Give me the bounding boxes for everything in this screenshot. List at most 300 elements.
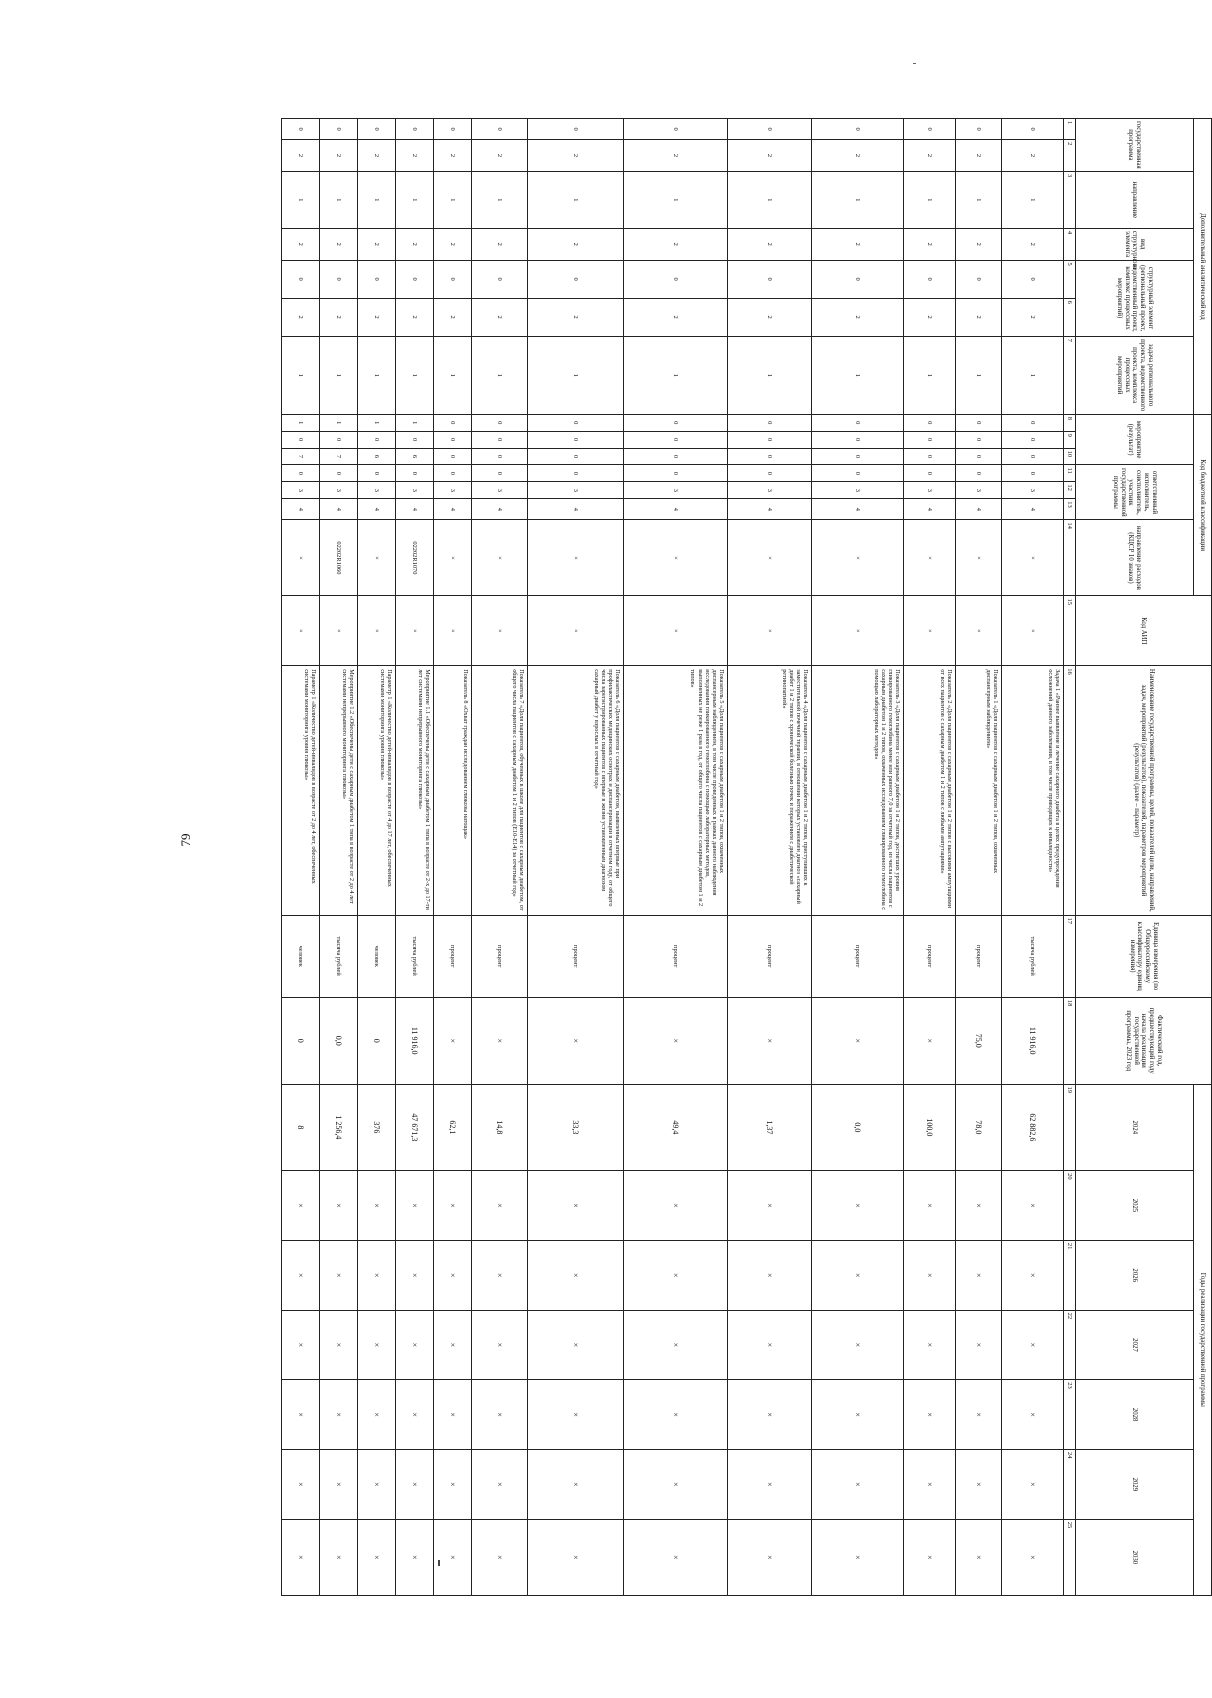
code-cell: × (624, 520, 728, 596)
value-cell: × (1002, 1171, 1064, 1241)
row-name-cell: Показатель 3 «Доля пациентов с сахарным диабетом 1 и 2 типов, достигших уровня гликированного гемоглобина менее или равного 7,0 за отчетный год, из числа пациентов с сахарным диабетом 1 и 2 типов, охваченных исследованием гликированного гемоглобина с помощью лабораторных методов» (812, 666, 904, 915)
code-cell: 0 (812, 414, 904, 431)
column-number: 13 (1064, 499, 1076, 520)
value-cell: × (320, 1310, 358, 1380)
header-unit: Единица измерения (по Общероссийскому классификатору единиц измерения) (1076, 915, 1212, 997)
code-cell: 0 (728, 448, 812, 465)
code-cell: 4 (728, 499, 812, 520)
code-cell: 0 (320, 465, 358, 482)
code-cell: 1 (320, 336, 358, 414)
header-years-group: Годы реализации государственной программы (1194, 1084, 1212, 1595)
unit-cell: тысяча рублей (320, 915, 358, 997)
value-cell: × (434, 1240, 472, 1310)
value-cell: × (528, 997, 624, 1084)
header-year: 2027 (1076, 1310, 1194, 1380)
value-cell: × (728, 1310, 812, 1380)
code-cell: 0 (956, 431, 1002, 448)
value-cell: × (904, 1519, 956, 1595)
code-cell: 0 (528, 431, 624, 448)
header-otv: ответственный исполнитель, соисполнитель, участник государственной программы (1076, 465, 1194, 520)
value-cell: × (472, 1310, 528, 1380)
code-cell: 0 (1002, 119, 1064, 140)
header-dop-code: Дополнительный аналитический код (1194, 119, 1212, 415)
value-cell: × (812, 1171, 904, 1241)
value-cell: × (904, 1380, 956, 1450)
table-row (956, 119, 1002, 1596)
value-cell: 33,3 (528, 1084, 624, 1171)
code-cell: 0 (904, 119, 956, 140)
value-cell: × (434, 1171, 472, 1241)
value-cell: × (528, 1240, 624, 1310)
value-cell: × (956, 1519, 1002, 1595)
code-cell: 0 (956, 119, 1002, 140)
code-cell: × (282, 520, 320, 596)
code-cell: 4 (396, 499, 434, 520)
value-cell: × (320, 1380, 358, 1450)
code-cell: 0 (904, 465, 956, 482)
header-struct: структурный элемент (региональный проект, ведомственный проект, комплекс процессных мероприятий) (1076, 260, 1194, 336)
code-cell: 2 (528, 228, 624, 260)
code-cell: 0 (904, 448, 956, 465)
unit-cell: человек (358, 915, 396, 997)
row-name-cell: Мероприятие 1.1 «Обеспечены дети с сахарным диабетом 1 типа в возрасте от 2-х до 17-ти лет системами непрерывного мониторинга глюкозы» (396, 666, 434, 915)
code-cell: × (956, 596, 1002, 666)
table-body (282, 119, 1064, 1596)
value-cell: × (320, 1240, 358, 1310)
code-cell: 0 (904, 260, 956, 298)
code-cell: 0 (396, 260, 434, 298)
value-cell: × (956, 1240, 1002, 1310)
code-cell: 1 (728, 336, 812, 414)
value-cell: × (282, 1450, 320, 1520)
code-cell: × (1002, 520, 1064, 596)
code-cell: 2 (472, 228, 528, 260)
value-cell: × (434, 1310, 472, 1380)
table-row (434, 119, 472, 1596)
column-number: 25 (1064, 1519, 1076, 1595)
code-cell: × (472, 520, 528, 596)
value-cell: × (282, 1171, 320, 1241)
code-cell: × (728, 520, 812, 596)
code-cell: 2 (528, 298, 624, 336)
value-cell: × (282, 1519, 320, 1595)
value-cell: × (624, 1450, 728, 1520)
value-cell: × (472, 1450, 528, 1520)
code-cell: 1 (282, 414, 320, 431)
value-cell: × (624, 1380, 728, 1450)
code-cell: 3 (728, 482, 812, 499)
code-cell: 1 (904, 336, 956, 414)
unit-cell: тысяча рублей (1002, 915, 1064, 997)
value-cell: × (812, 1240, 904, 1310)
value-cell: × (396, 1240, 434, 1310)
table-row (396, 119, 434, 1596)
code-cell: 7 (282, 448, 320, 465)
code-cell: 2 (812, 228, 904, 260)
code-cell: 4 (1002, 499, 1064, 520)
value-cell: × (956, 1380, 1002, 1450)
code-cell: 2 (472, 140, 528, 172)
code-cell: 0 (528, 414, 624, 431)
value-cell: 14,8 (472, 1084, 528, 1171)
code-cell: 2 (320, 298, 358, 336)
rotated-table-wrapper (172, 118, 1212, 1596)
code-cell: 2 (1002, 298, 1064, 336)
value-cell: × (728, 1519, 812, 1595)
code-cell: 2 (956, 298, 1002, 336)
code-cell: 1 (472, 336, 528, 414)
row-name-cell: Показатель 6 «Доля пациентов с сахарным диабетом, выявленных впервые при профилактических медицинских осмотрах и диспансеризации в отчетном году, от общего числа зарегистрированных пациентов с впервые в жизни установленным диагнозом сахарный диабет у взрослых в отчетный год» (528, 666, 624, 915)
value-cell: × (282, 1380, 320, 1450)
code-cell: 0 (358, 465, 396, 482)
code-cell: 2 (472, 298, 528, 336)
unit-cell: процент (904, 915, 956, 997)
code-cell: 0 (472, 431, 528, 448)
code-cell: × (358, 520, 396, 596)
code-cell: 2 (956, 228, 1002, 260)
value-cell: × (904, 1450, 956, 1520)
value-cell: × (728, 1171, 812, 1241)
value-cell: × (396, 1310, 434, 1380)
column-number: 2 (1064, 140, 1076, 172)
code-cell: 4 (282, 499, 320, 520)
code-cell: 2 (358, 298, 396, 336)
row-name-cell: Параметр 1 «Количество детей-инвалидов в возрасте от 2 до 4 лет, обеспеченных системами мониторинга уровня глюкозы» (282, 666, 320, 915)
table-row (1002, 119, 1064, 1596)
value-cell: × (320, 1450, 358, 1520)
value-cell: × (812, 1519, 904, 1595)
code-cell: 2 (624, 140, 728, 172)
value-cell: × (1002, 1450, 1064, 1520)
value-cell: 100,0 (904, 1084, 956, 1171)
column-number: 6 (1064, 298, 1076, 336)
code-cell: 2 (396, 228, 434, 260)
unit-cell: процент (812, 915, 904, 997)
code-cell: 1 (528, 171, 624, 228)
code-cell: 4 (956, 499, 1002, 520)
code-cell: 0 (812, 465, 904, 482)
table-row (320, 119, 358, 1596)
value-cell: × (528, 1450, 624, 1520)
value-cell: × (904, 1240, 956, 1310)
value-cell: × (396, 1519, 434, 1595)
value-cell: 49,4 (624, 1084, 728, 1171)
code-cell: 3 (1002, 482, 1064, 499)
value-cell: × (528, 1380, 624, 1450)
value-cell: 376 (358, 1084, 396, 1171)
value-cell: × (358, 1240, 396, 1310)
header-name: Наименование государственной программы, целей, показателей цели, направлений, задач, мероприятий (результатов), показателей, параметров мероприятий (результатов) (далее – параметр) (1076, 666, 1212, 915)
code-cell: × (904, 520, 956, 596)
header-napr: направление (1076, 171, 1194, 228)
code-cell: 0 (320, 431, 358, 448)
value-cell: × (624, 997, 728, 1084)
code-cell: 0 (528, 260, 624, 298)
code-cell: 0 (812, 119, 904, 140)
value-cell: × (904, 1171, 956, 1241)
code-cell: 0 (396, 119, 434, 140)
column-number: 12 (1064, 482, 1076, 499)
value-cell: 0,0 (320, 997, 358, 1084)
value-cell: × (472, 1171, 528, 1241)
header-year: 2025 (1076, 1171, 1194, 1241)
value-cell: × (1002, 1240, 1064, 1310)
value-cell: × (396, 1380, 434, 1450)
code-cell: 2 (812, 298, 904, 336)
code-cell: 0 (528, 465, 624, 482)
row-name-cell: Показатель 7 «Доля пациентов, обученных в школе для пациентов с сахарным диабетом, от общего числа пациентов с сахарным диабетом 1 и 2 типов (E10-E14) за отчетный год» (472, 666, 528, 915)
code-cell: 0 (472, 414, 528, 431)
code-cell: 0 (396, 431, 434, 448)
column-number: 4 (1064, 228, 1076, 260)
code-cell: 7 (320, 448, 358, 465)
row-name-cell: Показатель 8 «Охват граждан исследованием глюкозы натощак» (434, 666, 472, 915)
code-cell: 2 (1002, 228, 1064, 260)
code-cell: 0 (956, 448, 1002, 465)
column-number: 14 (1064, 520, 1076, 596)
code-cell: 1 (434, 336, 472, 414)
value-cell: 0 (358, 997, 396, 1084)
value-cell: 62,1 (434, 1084, 472, 1171)
code-cell: 2 (728, 298, 812, 336)
column-number: 20 (1064, 1171, 1076, 1241)
value-cell: × (472, 1240, 528, 1310)
code-cell: 0 (434, 448, 472, 465)
code-cell: 2 (904, 228, 956, 260)
unit-cell: процент (956, 915, 1002, 997)
code-cell: 0 (282, 431, 320, 448)
row-name-cell: Показатель 5 «Доля пациентов с сахарным диабетом 1 и 2 типов, охваченных диспансерным наблюдением, в том числе проведенных в рамках данного наблюдения исследования гликированного гемоглобина с помощью лабораторных методов, выполненных не реже 1 раза в год, от общего числа пациентов с сахарным диабетом 1 и 2 типов» (624, 666, 728, 915)
row-name-cell: Показатель 1 «Доля пациентов с сахарным диабетом 1 и 2 типов, охваченных диспансерным наблюдением» (956, 666, 1002, 915)
code-cell: 0 (728, 465, 812, 482)
value-cell: × (434, 997, 472, 1084)
code-cell: 2 (320, 228, 358, 260)
code-cell: 1 (904, 171, 956, 228)
code-cell: 0 (528, 119, 624, 140)
header-year: 2024 (1076, 1084, 1194, 1171)
code-cell: 1 (528, 336, 624, 414)
value-cell: 47 671,3 (396, 1084, 434, 1171)
code-cell: 0 (1002, 414, 1064, 431)
code-cell: 2 (812, 140, 904, 172)
code-cell: 3 (472, 482, 528, 499)
code-cell: 0 (282, 465, 320, 482)
code-cell: × (956, 520, 1002, 596)
value-cell: × (728, 1380, 812, 1450)
header-budget-code: Код бюджетной классификации (1194, 414, 1212, 596)
value-cell: 62 882,6 (1002, 1084, 1064, 1171)
program-table (281, 118, 1212, 1596)
unit-cell: процент (472, 915, 528, 997)
code-cell: 0 (956, 260, 1002, 298)
code-cell: 3 (956, 482, 1002, 499)
value-cell: 1 256,4 (320, 1084, 358, 1171)
code-cell: 0 (624, 448, 728, 465)
value-cell: × (434, 1519, 472, 1595)
header-zadacha: задача регионального проекта, ведомственного проекта, комплекса процессных мероприятий (1076, 336, 1194, 414)
code-cell: 1 (1002, 171, 1064, 228)
value-cell: × (472, 1519, 528, 1595)
code-cell: 1 (358, 414, 396, 431)
code-cell: 0 (904, 414, 956, 431)
code-cell: 3 (434, 482, 472, 499)
column-number: 3 (1064, 171, 1076, 228)
value-cell: × (358, 1519, 396, 1595)
column-number: 5 (1064, 260, 1076, 298)
header-rashod: направление расходов (КЦСР 10 знаков) (1076, 520, 1194, 596)
code-cell: 1 (320, 414, 358, 431)
unit-cell: процент (434, 915, 472, 997)
value-cell: × (358, 1310, 396, 1380)
value-cell: × (812, 1450, 904, 1520)
code-cell: 0 (904, 431, 956, 448)
value-cell: 1,37 (728, 1084, 812, 1171)
code-cell: 0 (1002, 431, 1064, 448)
code-cell: 1 (624, 171, 728, 228)
code-cell: 0 (320, 119, 358, 140)
value-cell: 0,0 (812, 1084, 904, 1171)
unit-cell: процент (624, 915, 728, 997)
column-number: 23 (1064, 1380, 1076, 1450)
row-name-cell: Мероприятие 1.2 «Обеспечены дети с сахарным диабетом 1 типа в возрасте от 2 до 4 лет системами непрерывного мониторинга глюкозы» (320, 666, 358, 915)
code-cell: × (904, 596, 956, 666)
code-cell: 4 (472, 499, 528, 520)
code-cell: 0 (434, 260, 472, 298)
code-cell: × (624, 596, 728, 666)
table-row (904, 119, 956, 1596)
value-cell: × (282, 1310, 320, 1380)
code-cell: 2 (904, 140, 956, 172)
code-cell: 0 (812, 260, 904, 298)
code-cell: 1 (396, 171, 434, 228)
column-number: 10 (1064, 448, 1076, 465)
code-cell: 4 (320, 499, 358, 520)
code-cell: 0 (434, 414, 472, 431)
unit-cell: человек (282, 915, 320, 997)
code-cell: 0 (434, 431, 472, 448)
value-cell: × (812, 1310, 904, 1380)
header-year: 2029 (1076, 1450, 1194, 1520)
value-cell: × (624, 1519, 728, 1595)
code-cell: 0 (282, 260, 320, 298)
value-cell: × (624, 1240, 728, 1310)
column-number: 9 (1064, 431, 1076, 448)
value-cell: 78,0 (956, 1084, 1002, 1171)
code-cell: 2 (904, 298, 956, 336)
code-cell: 1 (396, 336, 434, 414)
code-cell: 3 (282, 482, 320, 499)
column-number: 18 (1064, 997, 1076, 1084)
column-number: 19 (1064, 1084, 1076, 1171)
value-cell: × (320, 1171, 358, 1241)
header-year: 2030 (1076, 1519, 1194, 1595)
header-fact: Фактический год, предшествующий году начала реализации государственной программы, 2023 год (1076, 997, 1212, 1084)
value-cell: × (812, 997, 904, 1084)
code-cell: 0 (812, 448, 904, 465)
value-cell: × (434, 1380, 472, 1450)
code-cell: 0 (812, 431, 904, 448)
code-cell: × (1002, 596, 1064, 666)
value-cell: × (396, 1450, 434, 1520)
value-cell: × (904, 997, 956, 1084)
code-cell: 4 (358, 499, 396, 520)
value-cell: × (282, 1240, 320, 1310)
unit-cell: процент (728, 915, 812, 997)
code-cell: 2 (624, 298, 728, 336)
code-cell: 02202R1060 (320, 520, 358, 596)
code-cell: × (358, 596, 396, 666)
code-cell: 4 (624, 499, 728, 520)
code-cell: 2 (282, 298, 320, 336)
value-cell: × (1002, 1519, 1064, 1595)
code-cell: 0 (358, 119, 396, 140)
code-cell: 2 (956, 140, 1002, 172)
value-cell: × (624, 1171, 728, 1241)
code-cell: 0 (624, 119, 728, 140)
code-cell: × (812, 520, 904, 596)
code-cell: 0 (472, 260, 528, 298)
value-cell: 8 (282, 1084, 320, 1171)
code-cell: 6 (396, 448, 434, 465)
code-cell: 0 (728, 414, 812, 431)
value-cell: × (358, 1171, 396, 1241)
table-row (282, 119, 320, 1596)
code-cell: 2 (320, 140, 358, 172)
code-cell: 0 (624, 431, 728, 448)
code-cell: 3 (358, 482, 396, 499)
code-cell: 0 (472, 448, 528, 465)
code-cell: 4 (528, 499, 624, 520)
code-cell: 0 (472, 465, 528, 482)
code-cell: 0 (528, 448, 624, 465)
code-cell: 3 (812, 482, 904, 499)
value-cell: × (812, 1380, 904, 1450)
code-cell: × (528, 596, 624, 666)
code-cell: 4 (812, 499, 904, 520)
column-number: 17 (1064, 915, 1076, 997)
code-cell: 0 (624, 260, 728, 298)
header-vid: вид структурного элемента (1076, 228, 1194, 260)
value-cell: × (728, 997, 812, 1084)
code-cell: 0 (956, 414, 1002, 431)
row-name-cell: Задача 1 «Раннее выявление и лечение сахарного диабета в целях предупреждения осложнений данного заболевания, в том числе приводящих к инвалидности» (1002, 666, 1064, 915)
value-cell: × (1002, 1310, 1064, 1380)
column-number-row (1064, 119, 1076, 1596)
column-number: 21 (1064, 1240, 1076, 1310)
row-name-cell: Показатель 2 «Доля пациентов с сахарным диабетом 1 и 2 типов с высокими ампутациями от всех пациентов с сахарным диабетом 1 и 2 типов с любыми ампутациями» (904, 666, 956, 915)
column-number: 7 (1064, 336, 1076, 414)
table-row (472, 119, 528, 1596)
code-cell: 0 (728, 431, 812, 448)
page-number: 79 (178, 833, 193, 847)
table-row (812, 119, 904, 1596)
row-name-cell: Параметр 1 «Количество детей-инвалидов в возрасте от 4 до 17 лет, обеспеченных системами мониторинга уровня глюкозы» (358, 666, 396, 915)
column-number: 8 (1064, 414, 1076, 431)
value-cell: × (528, 1171, 624, 1241)
code-cell: × (812, 596, 904, 666)
code-cell: 2 (728, 228, 812, 260)
code-cell: 1 (358, 171, 396, 228)
column-number: 15 (1064, 596, 1076, 666)
code-cell: 0 (624, 465, 728, 482)
code-cell: 0 (1002, 448, 1064, 465)
value-cell: × (434, 1450, 472, 1520)
value-cell: × (396, 1171, 434, 1241)
value-cell: × (904, 1310, 956, 1380)
code-cell: 0 (624, 414, 728, 431)
value-cell: × (472, 997, 528, 1084)
code-cell: 1 (396, 414, 434, 431)
